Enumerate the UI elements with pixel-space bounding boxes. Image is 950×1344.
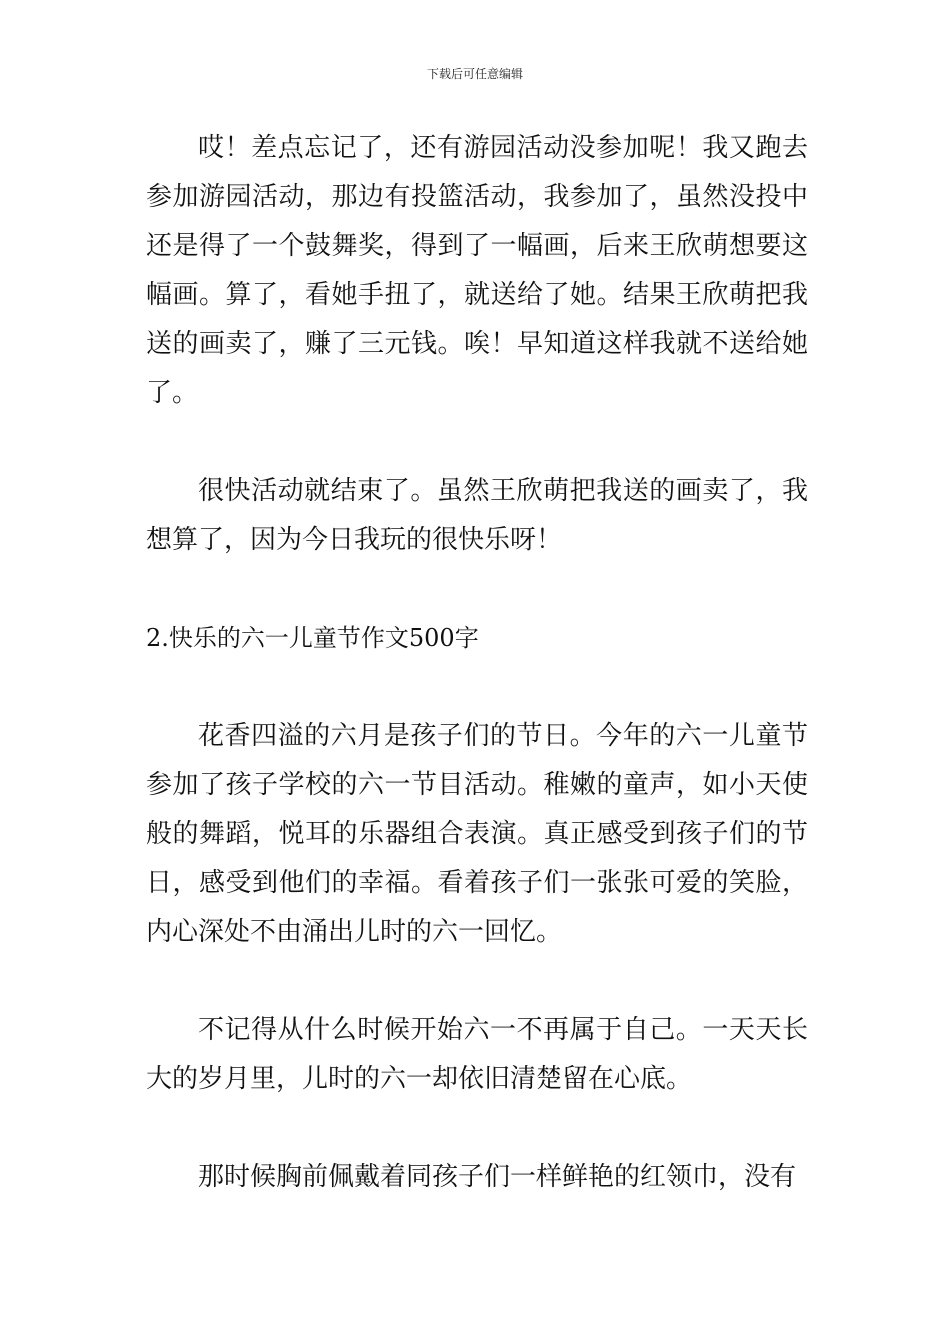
page-header-note: 下载后可任意编辑 <box>426 67 523 81</box>
paragraph-childhood-memory: 不记得从什么时候开始六一不再属于自己。一天天长大的岁月里，儿时的六一却依旧清楚留在心底。 <box>146 1015 808 1094</box>
paragraph-tour-activity: 哎！差点忘记了，还有游园活动没参加呢！我又跑去参加游园活动，那边有投篮活动，我参加了，虽然没投中还是得了一个鼓舞奖，得到了一幅画，后来王欣萌想要这幅画。算了，看她手扭了，就送给了她。结果王欣萌把我送的画卖了，赚了三元钱。唉！早知道这样我就不送给她了。 <box>146 133 808 408</box>
paragraph-red-scarf: 那时候胸前佩戴着同孩子们一样鲜艳的红领巾，没有 <box>198 1162 797 1192</box>
paragraph-activity-end: 很快活动就结束了。虽然王欣萌把我送的画卖了，我想算了，因为今日我玩的很快乐呀！ <box>146 476 808 555</box>
paragraph-june-festival: 花香四溢的六月是孩子们的节日。今年的六一儿童节参加了孩子学校的六一节目活动。稚嫩的童声，如小天使般的舞蹈，悦耳的乐器组合表演。真正感受到孩子们的节日，感受到他们的幸福。看着孩子们一张张可爱的笑脸，内心深处不由涌出儿时的六一回忆。 <box>146 721 808 947</box>
document-body <box>146 124 808 1202</box>
essay-heading: 2.快乐的六一儿童节作文500字 <box>146 624 479 652</box>
